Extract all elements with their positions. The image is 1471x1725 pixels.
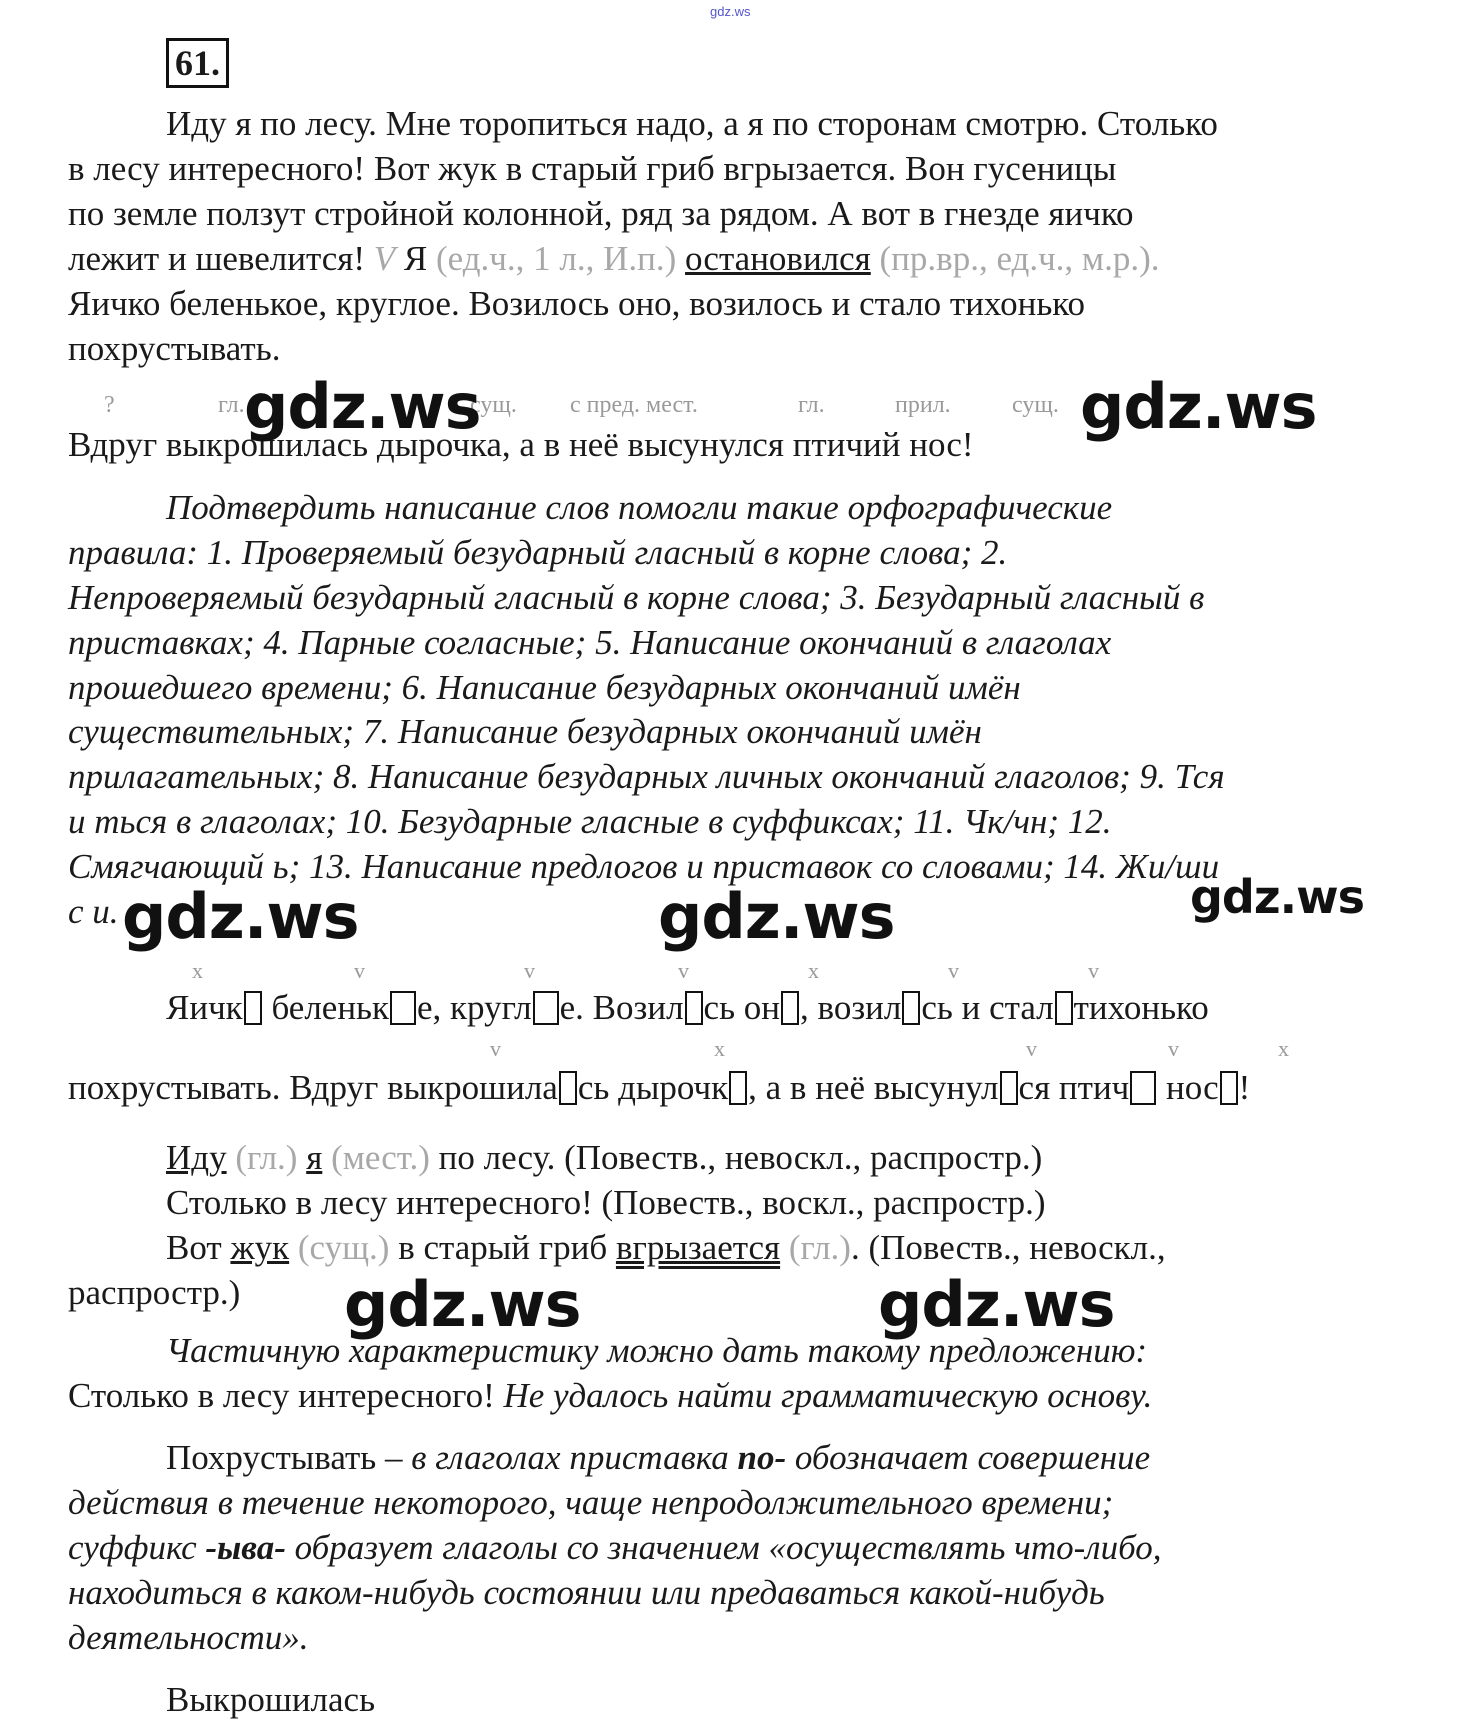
rules-line-2: правила: 1. Проверяемый безударный гласный в корне слова; 2. xyxy=(68,533,1008,572)
sentence-3-cont: распростр.) xyxy=(68,1273,241,1312)
vowel-mark: x xyxy=(714,1036,725,1061)
rules-line-7: прилагательных; 8. Написание безударных личных окончаний глаголов; 9. Тся xyxy=(68,757,1225,796)
check-mark: V xyxy=(373,239,396,278)
vowel-mark: v xyxy=(1026,1036,1037,1061)
pos-label: с пред. мест. xyxy=(570,392,698,418)
task-number: 61. xyxy=(166,38,229,88)
watermark: gdz.ws xyxy=(658,880,895,953)
word-part: ! xyxy=(1238,1068,1251,1107)
pos-label: гл. xyxy=(218,392,245,418)
text-line-3: по земле ползут стройной колонной, ряд за рядом. А вот в гнезде яичко xyxy=(68,194,1134,233)
s1-rest: по лесу. (Повеств., невоскл., распростр.) xyxy=(438,1138,1043,1177)
s3-text: . (Повеств., невоскл., xyxy=(850,1228,1166,1267)
s3-subject: жук xyxy=(230,1228,290,1267)
s3-note: (сущ.) xyxy=(297,1228,390,1267)
text-line-2: в лесу интересного! Вот жук в старый гриб вгрызается. Вон гусеницы xyxy=(68,149,1117,188)
word-part: , возил xyxy=(800,988,902,1027)
vowel-mark: v xyxy=(678,958,689,983)
word-part: тихонько xyxy=(1073,988,1209,1027)
s3-text: Вот xyxy=(166,1228,222,1267)
rules-line-1: Подтвердить написание слов помогли такие орфографические xyxy=(166,488,1113,527)
last-word: Выкрошилась xyxy=(166,1680,376,1719)
morph-suffix: -ыва- xyxy=(205,1528,286,1567)
watermark: gdz.ws xyxy=(1080,370,1317,443)
vowel-mark: v xyxy=(354,958,365,983)
morph-word: Похрустывать xyxy=(166,1438,377,1477)
word-part: е, кругл xyxy=(417,988,532,1027)
morph-line-2: действия в течение некоторого, чаще непродолжительного времени; xyxy=(68,1483,1114,1522)
morph-text: – в глаголах приставка xyxy=(376,1438,738,1477)
text-line-6: похрустывать. xyxy=(68,329,281,368)
watermark: gdz.ws xyxy=(244,370,481,443)
vowel-mark: v xyxy=(524,958,535,983)
s1-note: (гл.) xyxy=(235,1138,298,1177)
morph-line-5: деятельности». xyxy=(68,1618,309,1657)
line4-subject: Я xyxy=(403,239,428,278)
ending-box xyxy=(729,1071,747,1105)
vowel-mark: v xyxy=(1168,1036,1179,1061)
line4-predicate: остановился xyxy=(685,239,871,278)
rules-line-9: Смягчающий ь; 13. Написание предлогов и приставок со словами; 14. Жи/ши xyxy=(68,847,1220,886)
s1-predicate: Иду xyxy=(166,1138,227,1177)
endings-line-1 xyxy=(166,988,1209,1028)
word-part: , а в неё высунул xyxy=(748,1068,999,1107)
vowel-mark: x xyxy=(808,958,819,983)
morph-text: образует глаголы со значением «осуществлять что-либо, xyxy=(285,1528,1162,1567)
morph-line-1 xyxy=(166,1438,1150,1478)
sentence-3 xyxy=(166,1228,1166,1268)
watermark: gdz.ws xyxy=(878,1268,1115,1341)
pos-label: прил. xyxy=(895,392,951,418)
sentence-2: Столько в лесу интересного! (Повеств., воскл., распростр.) xyxy=(166,1183,1046,1222)
pos-label: ? xyxy=(104,392,115,418)
partial-note: Не удалось найти грамматическую основу. xyxy=(503,1376,1153,1415)
ending-box xyxy=(533,991,559,1025)
ending-box xyxy=(781,991,799,1025)
ending-box xyxy=(1000,1071,1018,1105)
word-part: Яичк xyxy=(166,988,243,1027)
morph-line-3 xyxy=(68,1528,1161,1568)
line4-subject-note: (ед.ч., 1 л., И.п.) xyxy=(436,239,677,278)
morph-line-4: находиться в каком-нибудь состоянии или предаваться какой-нибудь xyxy=(68,1573,1105,1612)
s3-text: в старый гриб xyxy=(398,1228,608,1267)
rules-line-8: и ться в глаголах; 10. Безударные гласные в суффиксах; 11. Чк/чн; 12. xyxy=(68,802,1112,841)
partial-line-1: Частичную характеристику можно дать такому предложению: xyxy=(166,1331,1148,1370)
ending-box xyxy=(1055,991,1073,1025)
s1-note: (мест.) xyxy=(331,1138,430,1177)
ending-box xyxy=(559,1071,577,1105)
partial-line-2 xyxy=(68,1376,1152,1416)
ending-box xyxy=(1220,1071,1238,1105)
morph-prefix: по- xyxy=(737,1438,787,1477)
rules-line-4: приставках; 4. Парные согласные; 5. Написание окончаний в глаголах xyxy=(68,623,1112,662)
word-part: беленьк xyxy=(271,988,390,1027)
morph-text: суффикс xyxy=(68,1528,206,1567)
sentence-1 xyxy=(166,1138,1042,1178)
top-label: gdz.ws xyxy=(710,4,751,19)
pos-label: гл. xyxy=(798,392,825,418)
pos-label: сущ. xyxy=(470,392,517,418)
rules-line-3: Непроверяемый безударный гласный в корне слова; 3. Безударный гласный в xyxy=(68,578,1205,617)
ending-box xyxy=(902,991,920,1025)
line4-text: лежит и шевелится! xyxy=(68,239,365,278)
ending-box xyxy=(1130,1071,1156,1105)
s3-predicate: вгрызается xyxy=(615,1228,781,1267)
rules-line-10: с и. xyxy=(68,892,119,931)
vowel-mark: v xyxy=(948,958,959,983)
s3-note: (гл.) xyxy=(788,1228,851,1267)
ending-box xyxy=(390,991,416,1025)
ending-box xyxy=(685,991,703,1025)
word-part: похрустывать. Вдруг выкрошила xyxy=(68,1068,558,1107)
text-line-5: Яичко беленькое, круглое. Возилось оно, возилось и стало тихонько xyxy=(68,284,1086,323)
rules-line-5: прошедшего времени; 6. Написание безударных окончаний имён xyxy=(68,668,1021,707)
word-part: ся птич xyxy=(1018,1068,1130,1107)
s1-subject: я xyxy=(306,1138,323,1177)
word-part: сь он xyxy=(703,988,781,1027)
vowel-mark: v xyxy=(1088,958,1099,983)
watermark: gdz.ws xyxy=(122,880,359,953)
word-part: е. Возил xyxy=(559,988,684,1027)
vowel-mark: v xyxy=(490,1036,501,1061)
text-line-4 xyxy=(68,239,1159,279)
vowel-mark: x xyxy=(1278,1036,1289,1061)
partial-sentence: Столько в лесу интересного! xyxy=(68,1376,495,1415)
word-part: сь дырочк xyxy=(577,1068,729,1107)
pos-label: сущ. xyxy=(1012,392,1059,418)
text-line-1: Иду я по лесу. Мне торопиться надо, а я по сторонам смотрю. Столько xyxy=(166,104,1218,143)
text-line-7: Вдруг выкрошилась дырочка, а в неё высунулся птичий нос! xyxy=(68,425,974,464)
rules-line-6: существительных; 7. Написание безударных окончаний имён xyxy=(68,712,982,751)
watermark: gdz.ws xyxy=(1190,870,1364,924)
line4-predicate-note: (пр.вр., ед.ч., м.р.). xyxy=(879,239,1160,278)
watermark: gdz.ws xyxy=(344,1268,581,1341)
endings-line-2 xyxy=(68,1068,1250,1108)
word-part: сь и стал xyxy=(921,988,1054,1027)
morph-text: обозначает совершение xyxy=(786,1438,1151,1477)
ending-box xyxy=(244,991,262,1025)
word-part: нос xyxy=(1166,1068,1219,1107)
vowel-mark: x xyxy=(192,958,203,983)
